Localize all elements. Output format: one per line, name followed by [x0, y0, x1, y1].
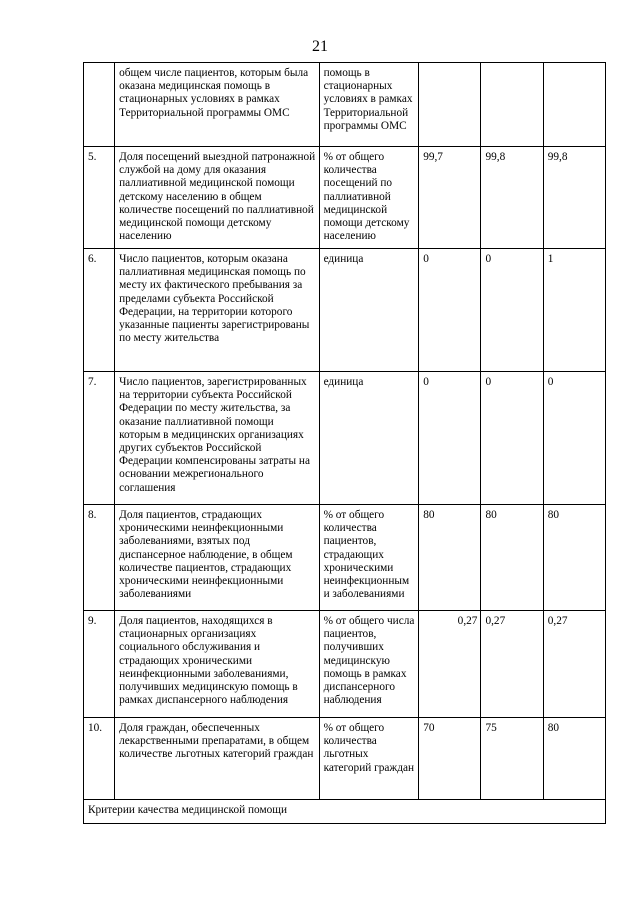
- value-year-2: [481, 63, 543, 147]
- value-year-1: [419, 63, 481, 147]
- value-year-1: 70: [419, 718, 481, 800]
- value-year-2: 0,27: [481, 611, 543, 718]
- row-number: 8.: [84, 505, 115, 611]
- table-row: [84, 147, 606, 249]
- unit-cell: единица: [319, 372, 419, 505]
- row-number: 6.: [84, 249, 115, 372]
- row-number: 5.: [84, 147, 115, 249]
- indicator-name: Доля пациентов, страдающих хроническими неинфекционными заболеваниями, взятых под диспансерное наблюдение, в общем количестве пациентов, страдающих хроническими неинфекционными заболеваниями: [115, 505, 319, 611]
- unit-cell: помощь в стационарных условиях в рамках Территориальной программы ОМС: [319, 63, 419, 147]
- table-row: [84, 249, 606, 372]
- value-year-1: 0,27: [419, 611, 481, 718]
- table-row: [84, 718, 606, 800]
- unit-cell: % от общего количества пациентов, страдающих хроническими неинфекционным и заболеваниями: [319, 505, 419, 611]
- unit-cell: % от общего количества льготных категорий граждан: [319, 718, 419, 800]
- value-year-1: 99,7: [419, 147, 481, 249]
- value-year-2: 99,8: [481, 147, 543, 249]
- unit-cell: % от общего количества посещений по паллиативной медицинской помощи детскому населению: [319, 147, 419, 249]
- row-number: 7.: [84, 372, 115, 505]
- value-year-1: 80: [419, 505, 481, 611]
- indicator-name: Доля граждан, обеспеченных лекарственными препаратами, в общем количестве льготных категорий граждан: [115, 718, 319, 800]
- row-number: 9.: [84, 611, 115, 718]
- value-year-1: 0: [419, 372, 481, 505]
- row-number: 10.: [84, 718, 115, 800]
- indicator-name: Доля посещений выездной патронажной службой на дому для оказания паллиативной медицинской помощи детскому населению в общем количестве посещений по паллиативной медицинской помощи детскому населению: [115, 147, 319, 249]
- value-year-3: 80: [543, 718, 605, 800]
- table-row: [84, 505, 606, 611]
- table-row: [84, 611, 606, 718]
- value-year-1: 0: [419, 249, 481, 372]
- indicator-name: Доля пациентов, находящихся в стационарных организациях социального обслуживания и страдающих хроническими неинфекционными заболеваниями, получивших медицинскую помощь в рамках диспансерного наблюдения: [115, 611, 319, 718]
- value-year-3: 0,27: [543, 611, 605, 718]
- row-number: [84, 63, 115, 147]
- section-title: Критерии качества медицинской помощи: [84, 800, 606, 824]
- value-year-2: 0: [481, 372, 543, 505]
- value-year-3: 80: [543, 505, 605, 611]
- indicator-name: Число пациентов, которым оказана паллиативная медицинская помощь по месту их фактического пребывания за пределами субъекта Российской Федерации, на территории которого указанные пациенты зарегистрированы по месту жительства: [115, 249, 319, 372]
- indicators-table: [83, 62, 606, 824]
- indicator-name: Число пациентов, зарегистрированных на территории субъекта Российской Федерации по месту жительства, за оказание паллиативной помощи которым в медицинских организациях других субъектов Российской Федерации компенсированы затраты на основании межрегионального соглашения: [115, 372, 319, 505]
- value-year-2: 0: [481, 249, 543, 372]
- unit-cell: единица: [319, 249, 419, 372]
- value-year-2: 80: [481, 505, 543, 611]
- value-year-2: 75: [481, 718, 543, 800]
- value-year-3: 0: [543, 372, 605, 505]
- unit-cell: % от общего числа пациентов, получивших медицинскую помощь в рамках диспансерного наблюдения: [319, 611, 419, 718]
- value-year-3: 99,8: [543, 147, 605, 249]
- page-number: 21: [312, 38, 328, 55]
- value-year-3: 1: [543, 249, 605, 372]
- section-row: [84, 800, 606, 824]
- value-year-3: [543, 63, 605, 147]
- table-row: [84, 63, 606, 147]
- indicator-name: общем числе пациентов, которым была оказана медицинская помощь в стационарных условиях в рамках Территориальной программы ОМС: [115, 63, 319, 147]
- table-row: [84, 372, 606, 505]
